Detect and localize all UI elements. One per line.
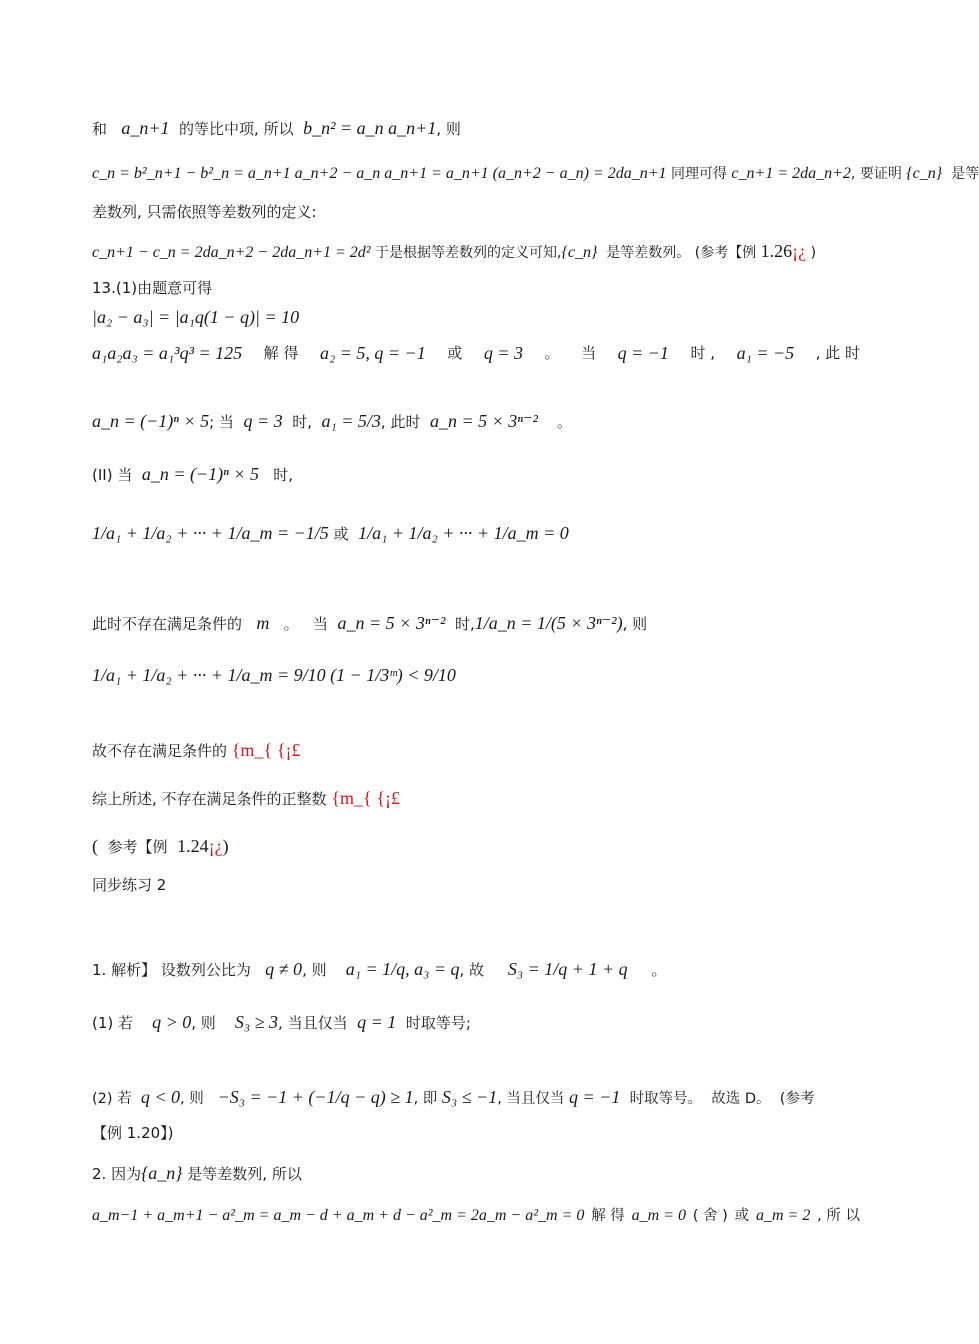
line-01: 和 a_n+1 的等比中项, 所以 b_n² = a_n a_n+1, 则 bbox=[92, 118, 461, 138]
line-21: 2. 因为{a_n} 是等差数列, 所以 bbox=[92, 1163, 302, 1183]
line-11: 此时不存在满足条件的 m 。 当 a_n = 5 × 3ⁿ⁻² 时,1/a_n = 1/(5 × 3ⁿ⁻²), 则 bbox=[92, 613, 648, 633]
line-05: 13.(1)由题意可得 bbox=[92, 279, 213, 297]
line-16: 同步练习 2 bbox=[92, 876, 167, 894]
line-09: (II) 当 a_n = (−1)ⁿ × 5 时, bbox=[92, 464, 294, 484]
line-17: 1. 解析】 设数列公比为 q ≠ 0, 则 a₁ = 1/q, a₃ = q, 故 S₃ = 1/q + 1 + q 。 bbox=[92, 959, 667, 979]
line-04: c_n+1 − c_n = 2da_n+2 − 2da_n+1 = 2d² 于是根据等差数列的定义可知,{c_n} 是等差数列。 (参考【例 1.26¡¿ ) bbox=[92, 241, 817, 261]
line-22: a_m−1 + a_m+1 − a²_m = a_m − d + a_m + d − a²_m = 2a_m − a²_m = 0 解 得 a_m = 0 ( 舍 ) 或 a_m = 2 , 所 以 bbox=[92, 1207, 860, 1224]
line-07: a₁a₂a₃ = a₁³q³ = 125 解 得 a₂ = 5, q = −1 或 q = 3 。 当 q = −1 时 , a₁ = −5 , 此 时 bbox=[92, 343, 860, 363]
line-12: 1/a₁ + 1/a₂ + ··· + 1/a_m = 9/10 (1 − 1/3ᵐ) < 9/10 bbox=[92, 665, 456, 685]
line-02: c_n = b²_n+1 − b²_n = a_n+1 a_n+2 − a_n a_n+1 = a_n+1 (a_n+2 − a_n) = 2da_n+1 同理可得 c_n+1 = 2da_n+2, 要证明 {c_n} 是等 bbox=[92, 165, 979, 182]
line-18: (1) 若 q > 0, 则 S₃ ≥ 3, 当且仅当 q = 1 时取等号; bbox=[92, 1012, 471, 1032]
line-03: 差数列, 只需依照等差数列的定义: bbox=[92, 203, 317, 221]
line-06: |a₂ − a₃| = |a₁q(1 − q)| = 10 bbox=[92, 307, 300, 327]
line-13: 故不存在满足条件的 {m_{ {¡£ bbox=[92, 740, 301, 760]
line-20: 【例 1.20】) bbox=[92, 1124, 174, 1142]
line-19: (2) 若 q < 0, 则 −S₃ = −1 + (−1/q − q) ≥ 1, 即 S₃ ≤ −1, 当且仅当 q = −1 时取等号。 故选 D。 (参考 bbox=[92, 1087, 815, 1107]
line-08: a_n = (−1)ⁿ × 5; 当 q = 3 时, a₁ = 5/3, 此时 a_n = 5 × 3ⁿ⁻² 。 bbox=[92, 411, 572, 431]
line-14: 综上所述, 不存在满足条件的正整数 {m_{ {¡£ bbox=[92, 788, 401, 808]
line-10: 1/a₁ + 1/a₂ + ··· + 1/a_m = −1/5 或 1/a₁ + 1/a₂ + ··· + 1/a_m = 0 bbox=[92, 523, 569, 543]
line-15: ( 参考【例 1.24¡¿) bbox=[92, 836, 229, 856]
